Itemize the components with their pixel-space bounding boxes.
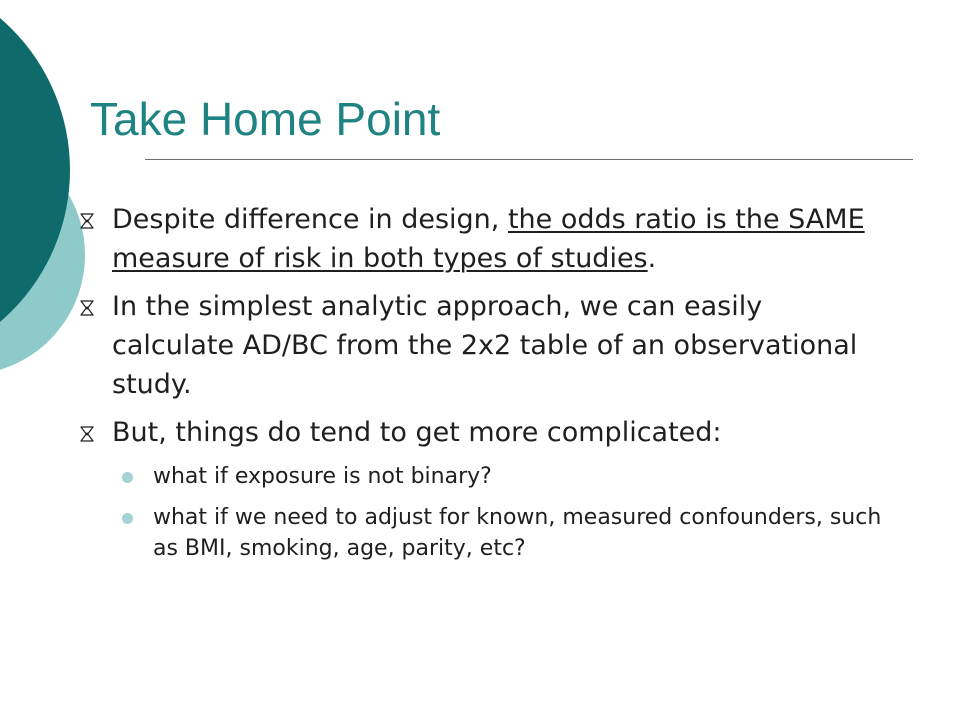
sub-bullet-text: what if we need to adjust for known, measured confounders, such as BMI, smoking, age, parity, etc?: [153, 505, 882, 561]
bullet-item-odds-ratio: [72, 200, 892, 278]
hollow-square-bullet-icon: [79, 300, 95, 316]
bullet-list: [72, 200, 892, 574]
filled-circle-bullet-icon: [122, 472, 133, 483]
slide-title: Take Home Point: [90, 93, 441, 145]
bullet-text-underlined: the odds ratio is the SAME measure of risk in both types of studies: [112, 204, 865, 274]
bullet-item-complications: [72, 413, 892, 452]
bullet-text: In the simplest analytic approach, we can easily calculate AD/BC from the 2x2 table of an observational study.: [112, 291, 858, 400]
bullet-item-analytic-approach: [72, 287, 892, 404]
title-divider: [145, 159, 913, 160]
sub-bullet-list: [72, 461, 892, 564]
bullet-text: But, things do tend to get more complicated:: [112, 417, 722, 448]
sub-bullet-item-exposure: [72, 461, 892, 492]
hollow-square-bullet-icon: [79, 426, 95, 442]
sub-bullet-text: what if exposure is not binary?: [153, 464, 492, 489]
hollow-square-bullet-icon: [79, 213, 95, 229]
sub-bullet-item-confounders: [72, 502, 892, 564]
bullet-text-end: .: [647, 243, 657, 274]
bullet-text-intro: Despite difference in design,: [112, 204, 508, 235]
filled-circle-bullet-icon: [122, 513, 133, 524]
